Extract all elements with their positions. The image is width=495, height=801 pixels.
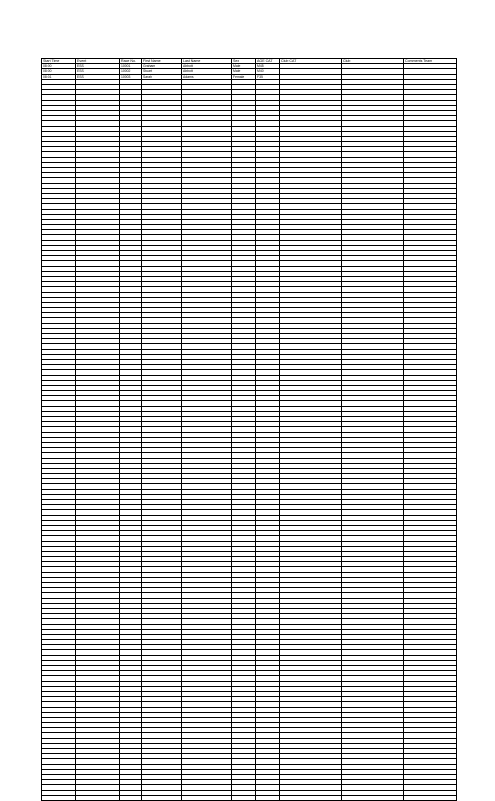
column-header: Sex [232,59,256,64]
column-header: First Name [142,59,182,64]
table-row [42,795,457,800]
data-table [41,58,457,801]
table-cell [76,795,120,800]
table-cell: 10003 [120,74,142,79]
table-cell: Abbott [182,64,232,69]
table-cell: M40 [256,69,280,74]
column-header: Race No. [120,59,142,64]
table-cell [232,795,256,800]
table-cell: 10002 [120,69,142,74]
table-cell [142,795,182,800]
table-cell: Stuart [142,69,182,74]
table-cell: Graham [142,64,182,69]
table-cell: ESS [76,74,120,79]
table-cell: Male [232,64,256,69]
table-cell: Sarah [142,74,182,79]
table-cell: 08:00 [42,64,76,69]
table-cell [404,795,457,800]
spreadsheet [41,58,456,801]
column-header: AGE CAT [256,59,280,64]
table-cell [280,795,342,800]
table-cell [42,795,76,800]
table-cell [256,795,280,800]
table-cell: ESS [76,64,120,69]
column-header: Event [76,59,120,64]
table-cell: ESS [76,69,120,74]
table-cell: F35 [256,74,280,79]
column-header: Club CAT [280,59,342,64]
column-header: Club [342,59,404,64]
table-body [42,64,457,801]
column-header: Comments Team [404,59,457,64]
table-cell: Female [232,74,256,79]
table-cell: Adams [182,74,232,79]
table-cell: M45 [256,64,280,69]
table-cell [120,795,142,800]
table-cell [342,795,404,800]
table-cell: 10001 [120,64,142,69]
table-cell: Male [232,69,256,74]
table-cell [182,795,232,800]
table-cell: 08:01 [42,74,76,79]
column-header: Last Name [182,59,232,64]
table-cell: Abbott [182,69,232,74]
column-header: Start Time [42,59,76,64]
table-cell: 08:00 [42,69,76,74]
